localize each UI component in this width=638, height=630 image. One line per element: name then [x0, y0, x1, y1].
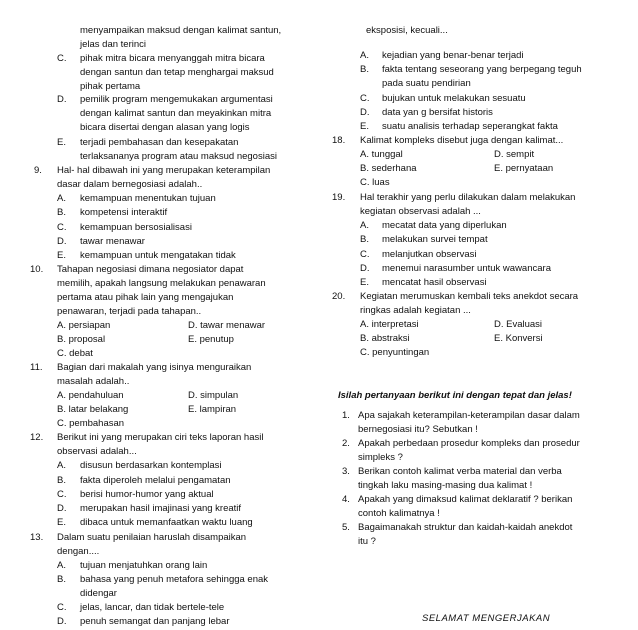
left-text-line: C. [57, 602, 67, 613]
left-text-line: Bagian dari makalah yang isinya menguraikan [57, 362, 252, 373]
left-text-line: E. penutup [188, 334, 234, 345]
left-text-line: bahasa yang penuh metafora sehingga enak [80, 574, 269, 585]
left-text-line: memilih, apakah langsung melakukan penawaran [57, 278, 266, 289]
left-text-line: A. [57, 460, 66, 471]
left-text-line: dengan santun dan tetap menghargai maksud [80, 67, 274, 78]
right-text-line: C. [360, 93, 370, 104]
left-text-line: 9. [34, 165, 42, 176]
right-text-line: B. sederhana [360, 163, 417, 174]
right-text-line: data yan g bersifat historis [382, 107, 493, 118]
right-text-line: D. [360, 107, 370, 118]
left-text-line: didengar [80, 588, 117, 599]
left-text-line: E. [57, 517, 66, 528]
right-text-line: C. [360, 249, 370, 260]
right-text-line: mencatat hasil observasi [382, 277, 487, 288]
left-text-line: C. [57, 489, 67, 500]
left-text-line: disusun berdasarkan kontemplasi [80, 460, 222, 471]
right-text-line: tingkah laku masing-masing dua kalimat ! [358, 480, 533, 491]
right-text-line: fakta tentang seseorang yang berpegang teguh [382, 64, 582, 75]
left-text-line: D. [57, 616, 67, 627]
right-text-line: E. [360, 121, 369, 132]
left-text-line: D. [57, 94, 67, 105]
right-text-line: D. Evaluasi [494, 319, 543, 330]
left-text-line: B. latar belakang [57, 404, 129, 415]
right-text-line: B. [360, 234, 369, 245]
right-text-line: 4. [342, 494, 350, 505]
right-text-line: Apakah perbedaan prosedur kompleks dan prosedur [358, 438, 580, 449]
right-text-line: melakukan survei tempat [382, 234, 488, 245]
left-text-line: B. proposal [57, 334, 106, 345]
left-text-line: tujuan menjatuhkan orang lain [80, 560, 208, 571]
right-text-line: 2. [342, 438, 350, 449]
right-text-line: 3. [342, 466, 350, 477]
left-text-line: A. [57, 560, 66, 571]
left-text-line: penawaran, terjadi pada tahapan.. [57, 306, 202, 317]
left-text-line: jelas dan terinci [80, 39, 147, 50]
left-text-line: D. [57, 503, 67, 514]
left-text-line: kemampuan untuk mengatakan tidak [80, 250, 236, 261]
left-text-line: 10. [30, 264, 44, 275]
left-text-line: C. pembahasan [57, 418, 125, 429]
right-text-line: bujukan untuk melakukan sesuatu [382, 93, 526, 104]
left-text-line: D. simpulan [188, 390, 239, 401]
right-text-line: C. penyuntingan [360, 347, 430, 358]
left-text-line: masalah adalah.. [57, 376, 130, 387]
right-text-line: simpleks ? [358, 452, 403, 463]
left-text-line: C. [57, 53, 67, 64]
left-text-line: bicara disertai dengan alasan yang logis [80, 122, 250, 133]
right-text-line: 18. [332, 135, 346, 146]
right-text-line: D. sempit [494, 149, 535, 160]
left-text-line: pihak pertama [80, 81, 141, 92]
left-text-line: E. [57, 250, 66, 261]
left-text-line: E. [57, 137, 66, 148]
left-text-line: dibaca untuk memanfaatkan waktu luang [80, 517, 253, 528]
left-text-line: Hal- hal dibawah ini yang merupakan keterampilan [57, 165, 271, 176]
right-text-line: 20. [332, 291, 346, 302]
left-text-line: C. debat [57, 348, 93, 359]
right-text-line: Apakah yang dimaksud kalimat deklaratif ? berikan [358, 494, 573, 505]
left-text-line: A. [57, 193, 66, 204]
right-text-line: B. abstraksi [360, 333, 410, 344]
right-text-line: kegiatan observasi adalah ... [360, 206, 481, 217]
left-text-line: Berikut ini yang merupakan ciri teks laporan hasil [57, 432, 264, 443]
left-text-line: B. [57, 475, 66, 486]
left-text-line: A. pendahuluan [57, 390, 124, 401]
right-text-line: E. Konversi [494, 333, 543, 344]
right-text-line: itu ? [358, 536, 376, 547]
right-text-line: kejadian yang benar-benar terjadi [382, 50, 524, 61]
right-text-line: E. [360, 277, 369, 288]
right-text-line: Hal terakhir yang perlu dilakukan dalam melakukan [360, 192, 576, 203]
left-text-line: kompetensi interaktif [80, 207, 168, 218]
left-text-line: C. [57, 222, 67, 233]
right-text-line: bernegosiasi itu? Sebutkan ! [358, 424, 478, 435]
left-text-line: B. [57, 574, 66, 585]
right-text-line: Kegiatan merumuskan kembali teks anekdot secara [360, 291, 579, 302]
left-text-line: pemilik program mengemukakan argumentasi [80, 94, 273, 105]
left-text-line: kemampuan bersosialisasi [80, 222, 192, 233]
left-text-line: tawar menawar [80, 236, 145, 247]
right-text-line: contoh kalimatnya ! [358, 508, 440, 519]
left-text-line: pertama atau pihak lain yang mengajukan [57, 292, 234, 303]
right-text-line: SELAMAT MENGERJAKAN [422, 613, 551, 624]
left-text-line: 11. [30, 362, 43, 373]
left-text-line: A. persiapan [57, 320, 111, 331]
left-text-line: observasi adalah... [57, 446, 137, 457]
left-text-line: Tahapan negosiasi dimana negosiator dapat [57, 264, 244, 275]
right-text-line: Berikan contoh kalimat verba material dan verba [358, 466, 562, 477]
right-text-line: 19. [332, 192, 346, 203]
left-text-line: 13. [30, 532, 44, 543]
right-text-line: 5. [342, 522, 350, 533]
left-text-line: D. [57, 236, 67, 247]
left-text-line: Dalam suatu penilaian haruslah disampaikan [57, 532, 247, 543]
left-text-line: 12. [30, 432, 44, 443]
left-text-line: E. lampiran [188, 404, 237, 415]
right-text-line: mecatat data yang diperlukan [382, 220, 507, 231]
right-text-line: A. [360, 220, 369, 231]
right-text-line: Apa sajakah keterampilan-keterampilan dasar dalam [358, 410, 580, 421]
right-text-line: melanjutkan observasi [382, 249, 477, 260]
right-text-line: Isilah pertanyaan berikut ini dengan tepat dan jelas! [338, 390, 572, 401]
left-text-line: terjadi pembahasan dan kesepakatan [80, 137, 239, 148]
left-text-line: fakta diperoleh melalui pengamatan [80, 475, 231, 486]
right-text-line: A. interpretasi [360, 319, 419, 330]
right-text-line: A. [360, 50, 369, 61]
right-text-line: B. [360, 64, 369, 75]
left-text-line: merupakan hasil imajinasi yang kreatif [80, 503, 242, 514]
right-text-line: 1. [342, 410, 350, 421]
right-text-line: menemui narasumber untuk wawancara [382, 263, 551, 274]
left-text-line: pihak mitra bicara menyanggah mitra bicara [80, 53, 265, 64]
left-text-line: D. tawar menawar [188, 320, 266, 331]
left-text-line: B. [57, 207, 66, 218]
left-text-line: dengan.... [57, 546, 100, 557]
left-text-line: terlaksananya program atau maksud negosiasi [80, 151, 277, 162]
right-text-line: E. pernyataan [494, 163, 554, 174]
right-text-line: Bagaimanakah struktur dan kaidah-kaidah anekdot [358, 522, 573, 533]
right-text-line: D. [360, 263, 370, 274]
left-text-line: dengan kalimat santun dan meyakinkan mitra [80, 108, 272, 119]
left-text-line: menyampaikan maksud dengan kalimat santun, [80, 25, 282, 36]
right-text-line: C. luas [360, 177, 390, 188]
right-text-line: ringkas adalah kegiatan ... [360, 305, 471, 316]
left-text-line: dasar dalam bernegosiasi adalah.. [57, 179, 203, 190]
left-text-line: berisi humor-humor yang aktual [80, 489, 214, 500]
right-text-line: A. tunggal [360, 149, 403, 160]
right-text-line: suatu analisis terhadap seperangkat fakta [382, 121, 558, 132]
left-text-line: jelas, lancar, dan tidak bertele-tele [80, 602, 225, 613]
left-text-line: penuh semangat dan panjang lebar [80, 616, 230, 627]
right-text-line: pada suatu pendirian [382, 78, 471, 89]
right-text-line: eksposisi, kecuali... [366, 25, 448, 36]
left-text-line: kemampuan menentukan tujuan [80, 193, 216, 204]
right-text-line: Kalimat kompleks disebut juga dengan kalimat... [360, 135, 564, 146]
